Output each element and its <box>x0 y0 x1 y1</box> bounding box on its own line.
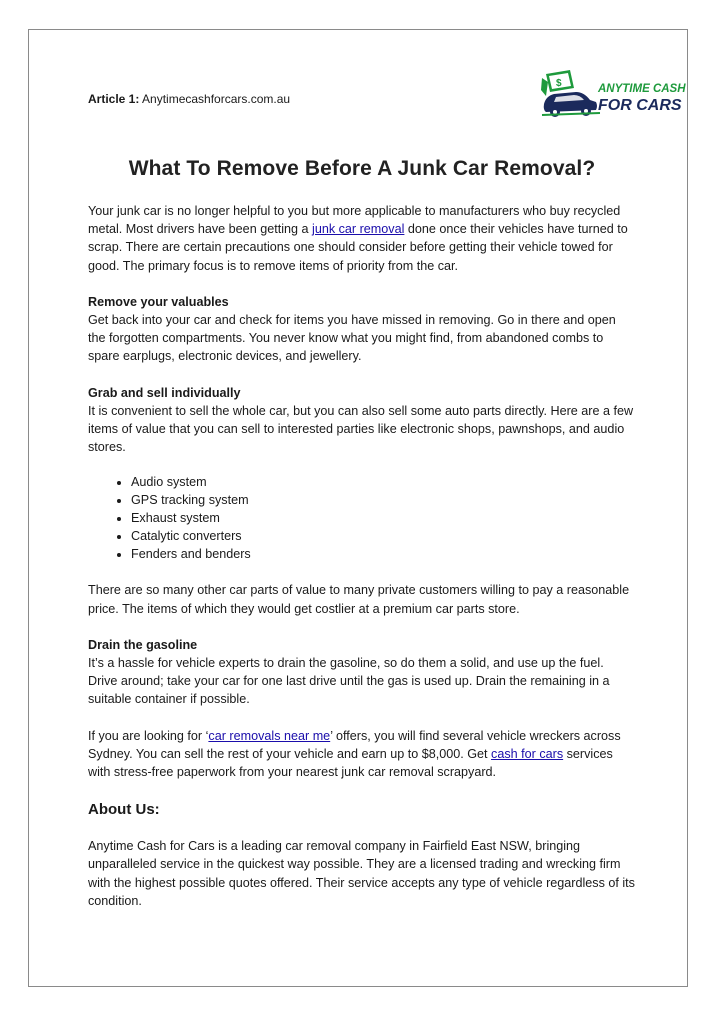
logo-text-line2: FOR CARS <box>598 97 682 114</box>
junk-car-removal-link[interactable]: junk car removal <box>312 222 405 237</box>
intro-text-start: Your junk car is no longer helpful to you but more applicable to manufacturers who buy recycled metal. Most drivers have been getting a <box>88 204 621 237</box>
page-title: What To Remove Before A Junk Car Removal? <box>128 157 596 180</box>
list-item: • Audio system <box>131 474 636 492</box>
article-site: Anytimecashforcars.com.au <box>142 92 291 106</box>
parts-list <box>88 474 636 563</box>
car-removals-near-me-link[interactable]: car removals near me <box>208 728 331 743</box>
logo-text-line1: ANYTIME CASH <box>598 83 686 95</box>
article-label <box>88 92 290 106</box>
closing-text-3: services with stress-free paperwork from your nearest junk car removal scrapyard. <box>88 746 613 780</box>
closing-text-1: If you are looking for ‘ <box>88 728 209 743</box>
list-item: • GPS tracking system <box>131 492 636 510</box>
section-heading-valuables: Remove your valuables <box>88 294 229 309</box>
article-prefix: Article 1: <box>88 92 140 106</box>
section-text-valuables: Get back into your car and check for items you have missed in removing. Go in there and open the forgotten compartments. You never know what you might find, from abandoned combs to spare earplugs, electronic devices, and jewellery. <box>88 313 616 364</box>
list-item: • Fenders and benders <box>131 546 636 564</box>
section-text-gasoline: It’s a hassle for vehicle experts to drain the gasoline, so do them a solid, and use up the fuel. Drive around; take your car for one last drive until the gas is used up. Drain the remaining in a suitable container if possible. <box>88 656 610 707</box>
about-text: Anytime Cash for Cars is a leading car removal company in Fairfield East NSW, bringing unparalleled service in the quickest way possible. They are a licensed trading and wrecking firm with the highest possible quotes offered. Their service accepts any type of vehicle regardless of its condition. <box>88 839 635 908</box>
dollar-sign: $ <box>556 78 562 89</box>
parts-value-paragraph: There are so many other car parts of value to many private customers willing to pay a reasonable price. The items of which they would get costlier at a premium car parts store. <box>88 583 630 616</box>
intro-paragraph <box>88 202 636 275</box>
section-text-sell: It is convenient to sell the whole car, but you can also sell some auto parts directly. Here are a few items of value that you can sell to interested parties like electronic shops, pawnshops, and audio stores. <box>88 403 634 455</box>
list-item: • Exhaust system <box>131 510 636 528</box>
page-frame <box>28 29 688 987</box>
intro-text-end: done once their vehicles have turned to scrap. There are certain precautions one should consider before getting their vehicle towed for good. The primary focus is to remove items of priority from the car. <box>88 222 628 273</box>
cash-for-cars-link[interactable]: cash for cars <box>491 746 564 761</box>
company-logo <box>540 68 692 120</box>
closing-text-2: ’ offers, you will find several vehicle wreckers across Sydney. You can sell the rest of your vehicle and earn up to $8,000. Get <box>88 728 621 761</box>
about-heading: About Us: <box>88 801 160 819</box>
article-body <box>88 202 636 910</box>
section-heading-gasoline: Drain the gasoline <box>88 637 198 652</box>
list-item: • Catalytic converters <box>131 528 636 546</box>
closing-paragraph <box>88 727 636 782</box>
section-heading-sell: Grab and sell individually <box>88 385 241 400</box>
